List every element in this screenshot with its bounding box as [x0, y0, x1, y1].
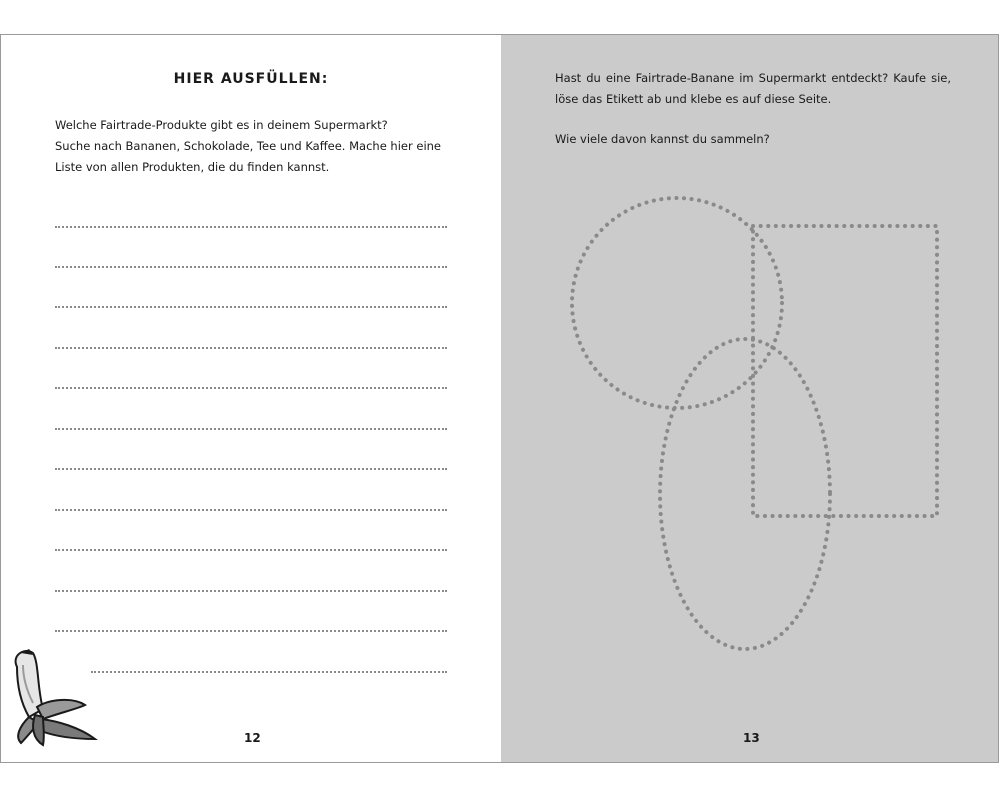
open-book-spread	[0, 34, 999, 763]
right-page	[501, 35, 999, 762]
write-line[interactable]	[55, 428, 447, 430]
write-line[interactable]	[55, 630, 447, 632]
page-title: HIER AUSFÜLLEN:	[173, 71, 329, 87]
dotted-rectangle-shape	[753, 226, 937, 516]
dotted-ellipse-shape	[660, 339, 830, 649]
write-line[interactable]	[55, 226, 447, 228]
page-number: 12	[244, 731, 261, 745]
write-line[interactable]	[55, 387, 447, 389]
page-number: 13	[743, 731, 760, 745]
banana-icon	[7, 647, 99, 747]
instruction: Hast du eine Fairtrade-Banane im Supermarkt entdeckt? Kaufe sie, löse das Etikett ab und klebe es auf diese Seite.	[555, 71, 951, 106]
dotted-circle-shape	[572, 198, 782, 408]
question: Wie viele davon kannst du sammeln?	[555, 132, 770, 146]
write-line[interactable]	[55, 590, 447, 592]
intro-text	[55, 115, 455, 178]
write-line[interactable]	[55, 468, 447, 470]
write-line[interactable]	[91, 671, 447, 673]
write-line[interactable]	[55, 549, 447, 551]
write-line[interactable]	[55, 509, 447, 511]
write-line[interactable]	[55, 347, 447, 349]
intro-line-2: Suche nach Bananen, Schokolade, Tee und Kaffee. Mache hier eine Liste von allen Produkten, die du finden kannst.	[55, 139, 441, 174]
write-line[interactable]	[55, 306, 447, 308]
left-page	[1, 35, 501, 762]
write-line[interactable]	[55, 266, 447, 268]
sticker-area[interactable]	[501, 35, 999, 763]
intro-line-1: Welche Fairtrade-Produkte gibt es in deinem Supermarkt?	[55, 118, 388, 132]
